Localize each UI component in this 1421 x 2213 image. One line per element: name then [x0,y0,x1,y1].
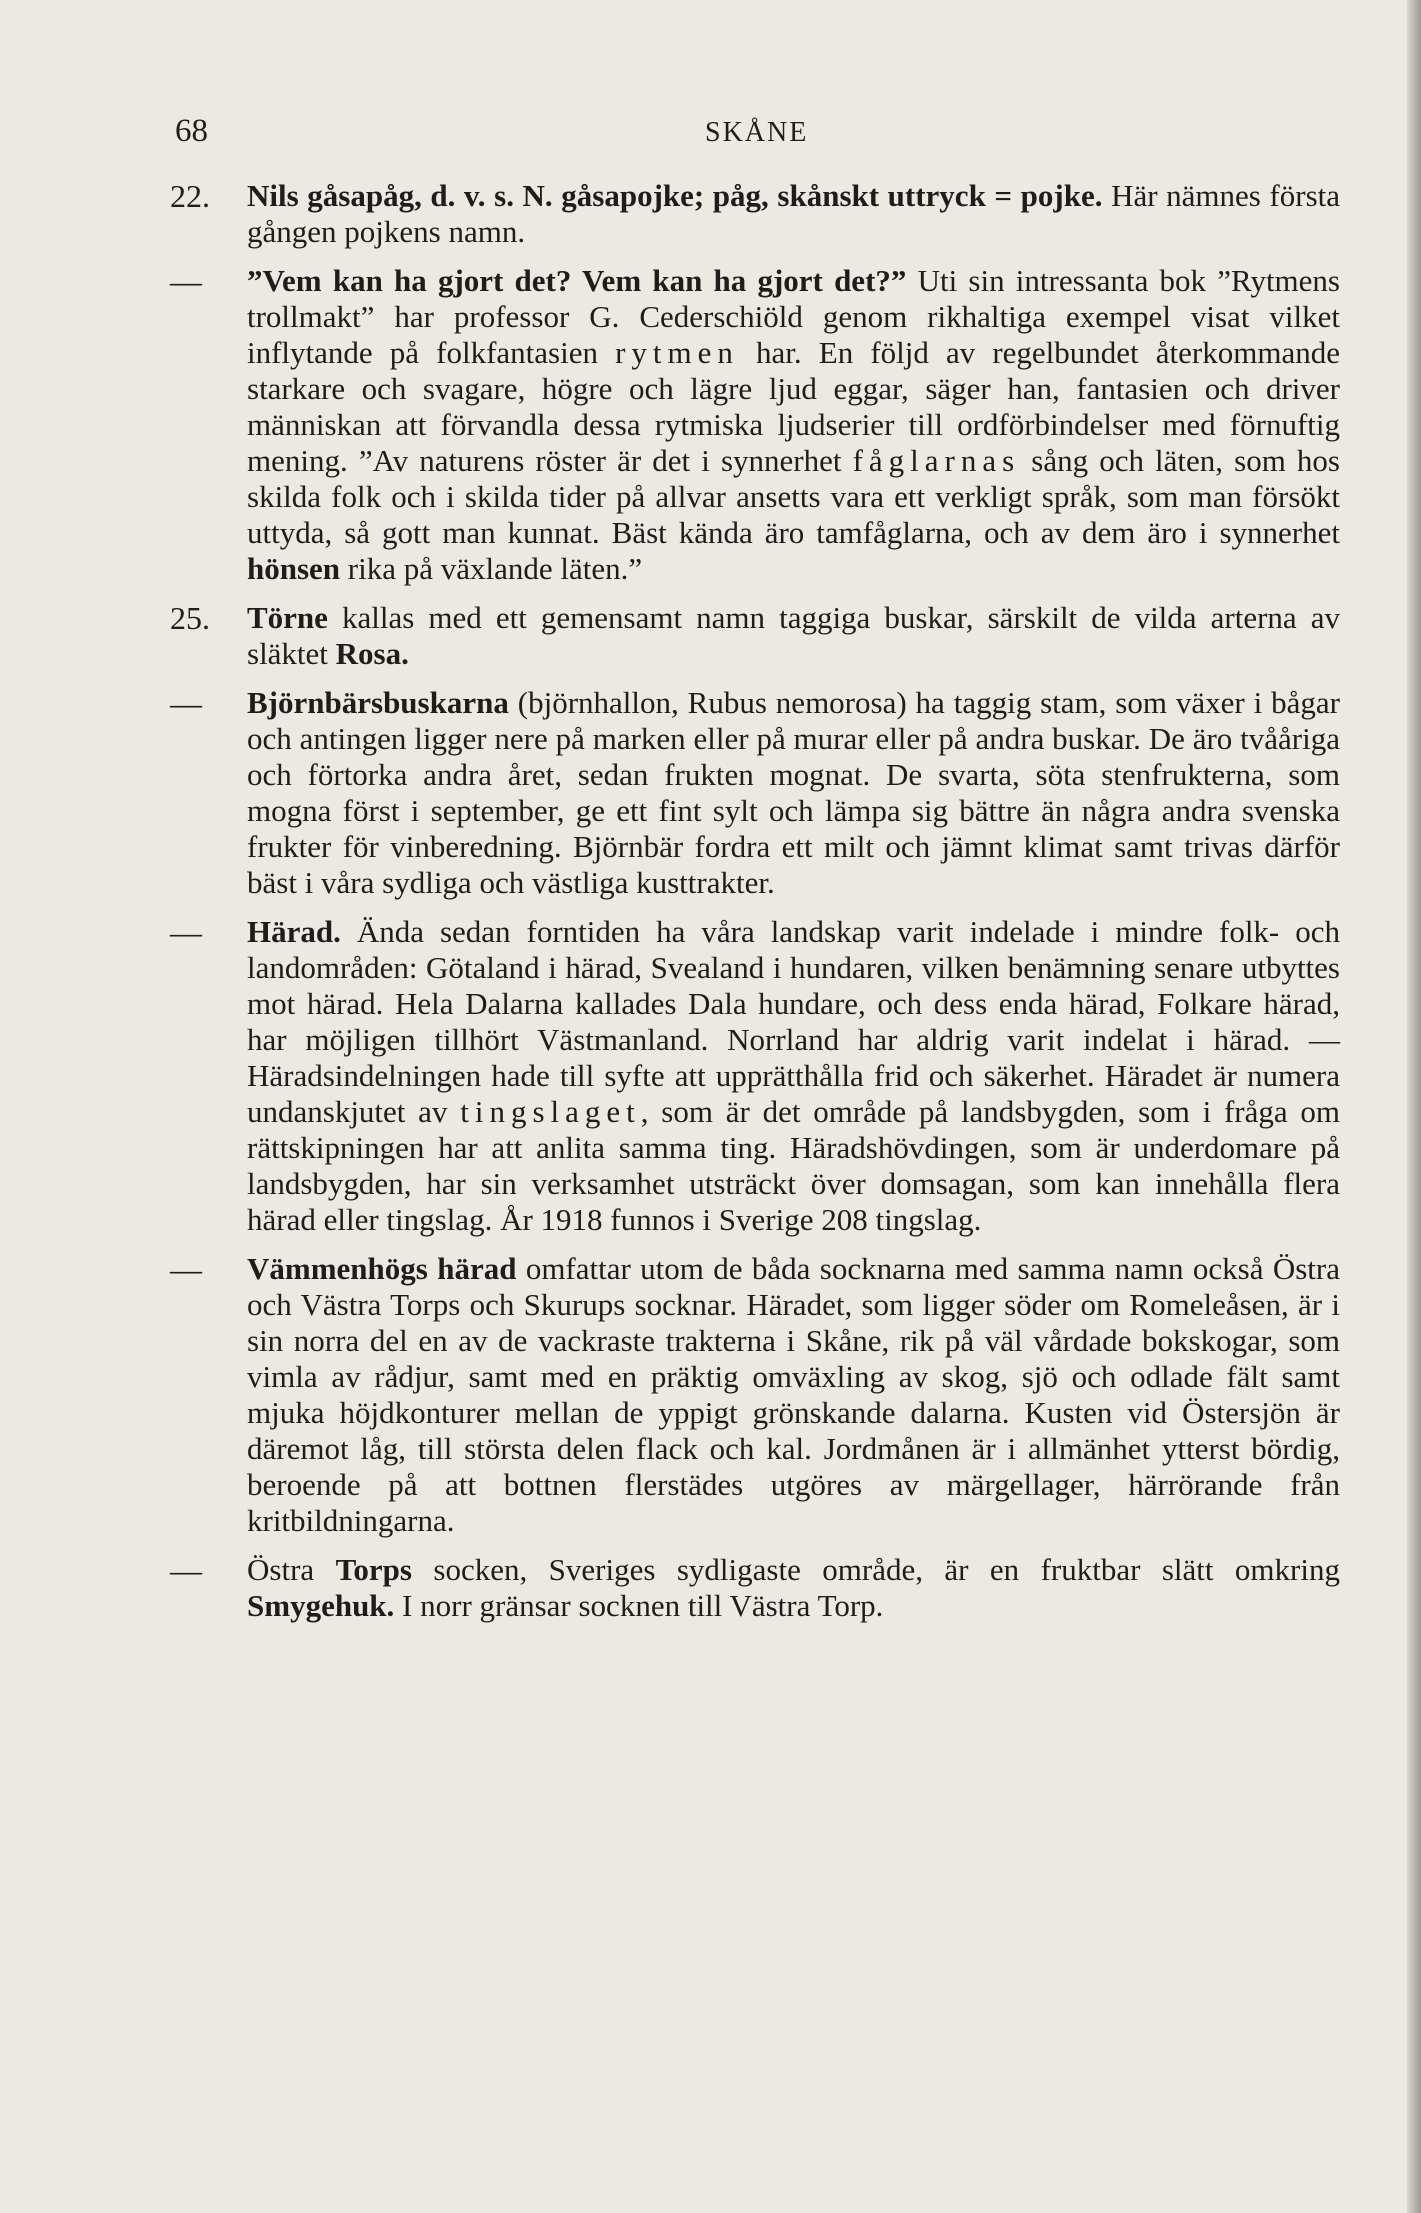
text-run: , som är det område på landsbygden, som i fråga om rättskipningen har att anlita samma ting. Häradshövdingen, som är underdomare på landsbygden, har sin verksamhet utsträckt över domsagan, som kan innehålla flera härad eller tingslag. År 1918 funnos i Sverige 208 tingslag. [247,1094,1341,1237]
entry [170,1552,1345,1624]
text-run: har. En följd av regelbundet återkommande starkare och svagare, högre och lägre ljud eggar, säger han, fantasien och driver människan att förvandla dessa rytmiska ljudserier till ordförbindelser med förnuftig mening. ”Av naturens röster är det i synnerhet [247,335,1340,478]
entry [170,1251,1345,1539]
text-run: omfattar utom de båda socknarna med samma namn också Östra och Västra Torps och Skurups socknar. Häradet, som ligger söder om Romeleåsen, är i sin norra del en av de vackraste trakterna i Skåne, rik på väl vårdade bokskogar, som vimla av rådjur, samt med en präktig omväxling av skog, sjö och odlade fält samt mjuka höjdkonturer mellan de yppigt grönskande dalarna. Kusten vid Östersjön är däremot låg, till största delen flack och kal. Jordmånen är i allmänhet ytterst bördig, beroende på att bottnen flerstädes utgöres av märgellager, härrörande från kritbildningarna. [247,1251,1340,1538]
entry-text [247,600,1340,672]
text-run: Östra [247,1552,336,1587]
text-run: Ända sedan forntiden ha våra landskap varit indelade i mindre folk- och landområden: Götaland i härad, Svealand i hundaren, vilken benämning senare utbyttes mot härad. Hela Dalarna kallades Dala hundare, och dess enda härad, Folkare härad, har möjligen tillhört Västmanland. Norrland har aldrig varit indelat i härad. — Häradsindelningen hade till syfte att upprätthålla frid och säkerhet. Häradet är numera undanskjutet av [247,914,1340,1129]
bold-term: ”Vem kan ha gjort det? Vem kan ha gjort det?” [247,263,907,298]
page-number: 68 [175,113,208,149]
text-run: I norr gränsar socknen till Västra Torp. [394,1588,884,1623]
entry [170,600,1345,672]
bold-term: Törne [247,600,328,635]
entry-marker: — [170,914,202,950]
page-edge-shadow [1407,0,1421,2213]
spaced-emphasis: fåglarnas [852,443,1021,478]
text-run: rika på växlande läten.” [340,551,643,586]
entry-text [247,263,1340,587]
spaced-emphasis: tingslaget [460,1094,641,1129]
entry-text [247,685,1340,901]
page-header [175,113,1255,163]
entry-marker: — [170,1251,202,1287]
entry [170,263,1345,587]
text-run: (björnhallon, Rubus nemorosa) ha taggig stam, som växer i bågar och antingen ligger nere på marken eller på murar eller på andra buskar. De äro tvååriga och förtorka andra året, sedan frukten mognat. De svarta, söta stenfrukterna, som mogna först i september, ge ett fint sylt och lämpa sig bättre än några andra svenska frukter för vinberedning. Björnbär fordra ett milt och jämnt klimat samt trivas därför bäst i våra sydliga och västliga kusttrakter. [247,685,1340,900]
entry-text [247,1251,1340,1539]
entry-marker: — [170,1552,202,1588]
entry-text [247,178,1340,250]
text-run: Uti sin intressanta bok ”Rytmens trollmakt” har professor G. Cederschiöld genom rikhaltiga exempel visat vilket inflytande på folkfantasien [247,263,1340,370]
bold-term: Björnbärsbuskarna [247,685,509,720]
spaced-emphasis: rytmen [615,335,739,370]
page-body [170,178,1345,1637]
entry-marker: — [170,263,202,299]
entry [170,178,1345,250]
entry [170,914,1345,1238]
bold-term: Rosa. [335,636,409,671]
entry-marker: 25. [170,600,210,636]
bold-term: hönsen [247,551,341,586]
bold-term: Nils gåsapåg, d. v. s. N. gåsapojke; påg, skånskt uttryck = pojke. [247,178,1103,213]
bold-term: Vämmenhögs härad [247,1251,517,1286]
entry-text [247,1552,1340,1624]
text-run: sång och läten, som hos skilda folk och i skilda tider på allvar ansetts vara ett verkligt språk, som man försökt uttyda, så gott man kunnat. Bäst kända äro tamfåglarna, och av dem äro i synnerhet [247,443,1340,550]
text-run: socken, Sveriges sydligaste område, är en fruktbar slätt omkring [411,1552,1340,1587]
bold-term: Smygehuk. [247,1588,395,1623]
entry [170,685,1345,901]
entry-marker: 22. [170,178,210,214]
text-run: Här nämnes första gången pojkens namn. [247,178,1341,249]
bold-term: Torps [335,1552,412,1587]
entry-marker: — [170,685,202,721]
text-run: kallas med ett gemensamt namn taggiga buskar, särskilt de vilda arterna av släktet [247,600,1340,671]
bold-term: Härad. [247,914,341,949]
running-head: SKÅNE [705,117,809,148]
entry-text [247,914,1340,1238]
